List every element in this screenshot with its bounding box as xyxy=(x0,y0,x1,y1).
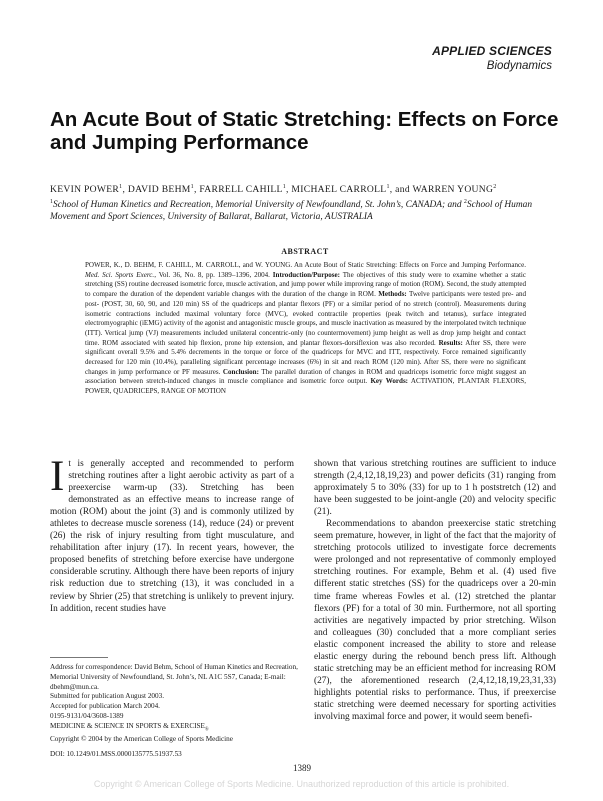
drop-cap: I xyxy=(50,453,65,500)
abstract-keywords-text: ACTIVATION, PLANTAR FLEXORS, POWER, QUADRICEPS, RANGE OF MOTION xyxy=(85,377,526,396)
author-name: FARRELL CAHILL xyxy=(199,184,283,196)
abstract-heading: ABSTRACT xyxy=(281,247,329,256)
abstract-intro-text: The objectives of this study were to examine whether a static stretching (SS) routine decreased isometric force, muscle activation, and jump power while improving range of motion (ROM). Second, the study attempted to compare the duration of the dependent variable changes with the duration of the change in ROM. xyxy=(85,270,526,299)
registered-mark: ® xyxy=(204,727,209,733)
body-paragraph xyxy=(50,453,294,615)
author-affiliation-marker: 1 xyxy=(119,184,123,190)
author-name: WARREN YOUNG xyxy=(412,184,494,196)
affiliation-text: School of Human Movement and Sport Sciences, University of Ballarat, Ballarat, Victoria, AUSTRALIA xyxy=(50,200,533,222)
subsection-label: Biodynamics xyxy=(486,60,552,72)
affiliations xyxy=(50,197,562,223)
author-name: MICHAEL CARROLL xyxy=(291,184,387,196)
abstract-conclusion-text: The parallel duration of changes in ROM and quadriceps isometric force might suggest an association between stretch-induced changes in muscle compliance and isometric force output. xyxy=(85,367,526,386)
body-column-left xyxy=(50,453,294,615)
affiliation-text: School of Human Kinetics and Recreation, Memorial University of Newfoundland, St. John’s, CANADA; and xyxy=(53,200,464,211)
section-label: APPLIED SCIENCES xyxy=(432,44,552,58)
article-title: An Acute Bout of Static Stretching: Effects on Force and Jumping Performance xyxy=(50,108,559,154)
abstract-methods-label: Methods: xyxy=(378,290,407,299)
affiliation-marker: 1 xyxy=(50,199,53,205)
abstract-conclusion-label: Conclusion: xyxy=(222,367,259,376)
author-name: KEVIN POWER xyxy=(50,184,120,196)
abstract-results-text: After SS, there were significant overall 9.5% and 5.4% decrements in the torque or force of the quadriceps for MVC and ITT, respectively. Force remained significantly decreased for 120 min (10.4%), paralleling significant percentage increases (6%) in sit and reach ROM (120 min). After SS, there were no significant changes in jump performance or PF measures. xyxy=(85,338,526,376)
body-paragraph: shown that various stretching routines are sufficient to induce strength (2,4,12,18,19,23) and power deficits (31) ranging from approximately 5 to 30% (33) for up to 1 h poststretch (12) and have been suggested to be joint-angle (20) and velocity specific (21). xyxy=(314,459,556,518)
body-text: t is generally accepted and recommended to perform stretching routines after a light aerobic activity as part of a preexercise warm-up (33). Stretching has been demonstrated as an effective means to increase range of motion (ROM) about the joint (3) and is commonly utilized by athletes to decrease muscle soreness (14), reduce (24) or prevent (26) the risk of injury resulting from tight musculature, and rehabilitation after injury (17). In recent years, however, the proposed benefits of stretching before exercise have undergone considerable scrutiny. Although there have been reports of injury risk reduction due to stretching (13), it was concluded in a review by Shrier (25) that stretching is unlikely to prevent injury. In addition, recent studies have xyxy=(50,459,294,614)
doi: DOI: 10.1249/01.MSS.0000135775.51937.53 xyxy=(50,750,182,758)
abstract-citation-rest: , Vol. 36, No. 8, pp. 1389–1396, 2004. xyxy=(154,270,273,279)
author-affiliation-marker: 1 xyxy=(190,184,194,190)
author-affiliation-marker: 1 xyxy=(386,184,390,190)
correspondence-address: Address for correspondence: David Behm, School of Human Kinetics and Recreation, Memorial University of Newfoundland, St. John’s, NL A1C 5S7, Canada; E-mail: dbehm@mun.ca. xyxy=(50,663,298,691)
journal-name-line xyxy=(50,722,300,735)
publication-info xyxy=(50,712,300,745)
author-name: DAVID BEHM xyxy=(127,184,191,196)
author-affiliation-marker: 2 xyxy=(493,184,497,190)
body-paragraph: Recommendations to abandon preexercise static stretching seem premature, however, in light of the fact that the majority of stretching protocols utilized to investigate force decrements were prolonged and not representative of commonly employed stretching routines. For example, Behm et al. (4) used five different static stretches (SS) for the quadriceps over a 20-min time frame whereas Fowles et al. (12) stretched the plantar flexors (PF) for a total of 30 min. Furthermore, not all sporting activities are negatively impacted by prior stretching. Wilson and colleagues (30) concluded that a more compliant series elastic component increased the ability to store and release elastic energy during the rebound bench press lift. Although static stretching may be an efficient method for increasing ROM (27), the aforementioned research (2,4,12,18,19,23,31,33) highlights potential risks to performance. Thus, if preexercise static stretching were deemed necessary for sporting activities involving maximal force and power, it would seem benefi- xyxy=(314,519,556,722)
copyright-line: Copyright © 2004 by the American College of Sports Medicine xyxy=(50,735,233,744)
body-column-right xyxy=(314,458,556,723)
correspondence-note xyxy=(50,663,300,712)
page-number: 1389 xyxy=(293,763,311,773)
affiliation-marker: 2 xyxy=(463,199,467,205)
issn-code: 0195-9131/04/3608-1389 xyxy=(50,712,124,720)
abstract-methods-text: Twelve participants were tested pre- and post- (POST, 30, 60, 90, and 120 min) SS of the quadriceps and plantar flexors (PF) or a similar period of no stretch (control). Measurements during isometric contractions included maximal voluntary force (MVC), evoked contractile properties (peak twitch and tetanus), surface integrated electromyographic (iEMG) activity of the agonist and antagonistic muscle groups, and muscle inactivation as measured by the interpolated twitch technique (ITT). Vertical jump (VJ) measurements included unilateral concentric-only (no countermovement) jump height as well as drop jump height and contact time. ROM associated with seated hip flexion, prone hip extension, and plantar flexors-dorsiflexion was also recorded. xyxy=(85,290,526,347)
journal-name: MEDICINE & SCIENCE IN SPORTS & EXERCISE xyxy=(50,721,205,730)
abstract-results-label: Results: xyxy=(438,338,463,347)
abstract-intro-label: Introduction/Purpose: xyxy=(272,270,341,279)
submitted-date: Submitted for publication August 2003. xyxy=(50,692,164,701)
abstract-body xyxy=(85,261,526,397)
section-header xyxy=(432,44,552,72)
abstract-keywords-label: Key Words: xyxy=(370,377,409,386)
abstract-citation: POWER, K., D. BEHM, F. CAHILL, M. CARROLL, and W. YOUNG. An Acute Bout of Static Stretching: Effects on Force and Jumping Performance. xyxy=(85,261,526,269)
copyright-watermark: Copyright © American College of Sports Medicine. Unauthorized reproduction of this article is prohibited. xyxy=(93,779,510,789)
author-list: KEVIN POWER$^1$, DAVID BEHM$^1$, FARRELL CAHILL$^1$, MICHAEL CARROLL$^1$, and WARREN YOUNG$^2$ xyxy=(50,184,497,196)
footnote-divider xyxy=(50,657,108,658)
accepted-date: Accepted for publication March 2004. xyxy=(50,702,160,711)
author-affiliation-marker: 1 xyxy=(282,184,287,190)
abstract-journal: Med. Sci. Sports Exerc. xyxy=(85,270,155,279)
